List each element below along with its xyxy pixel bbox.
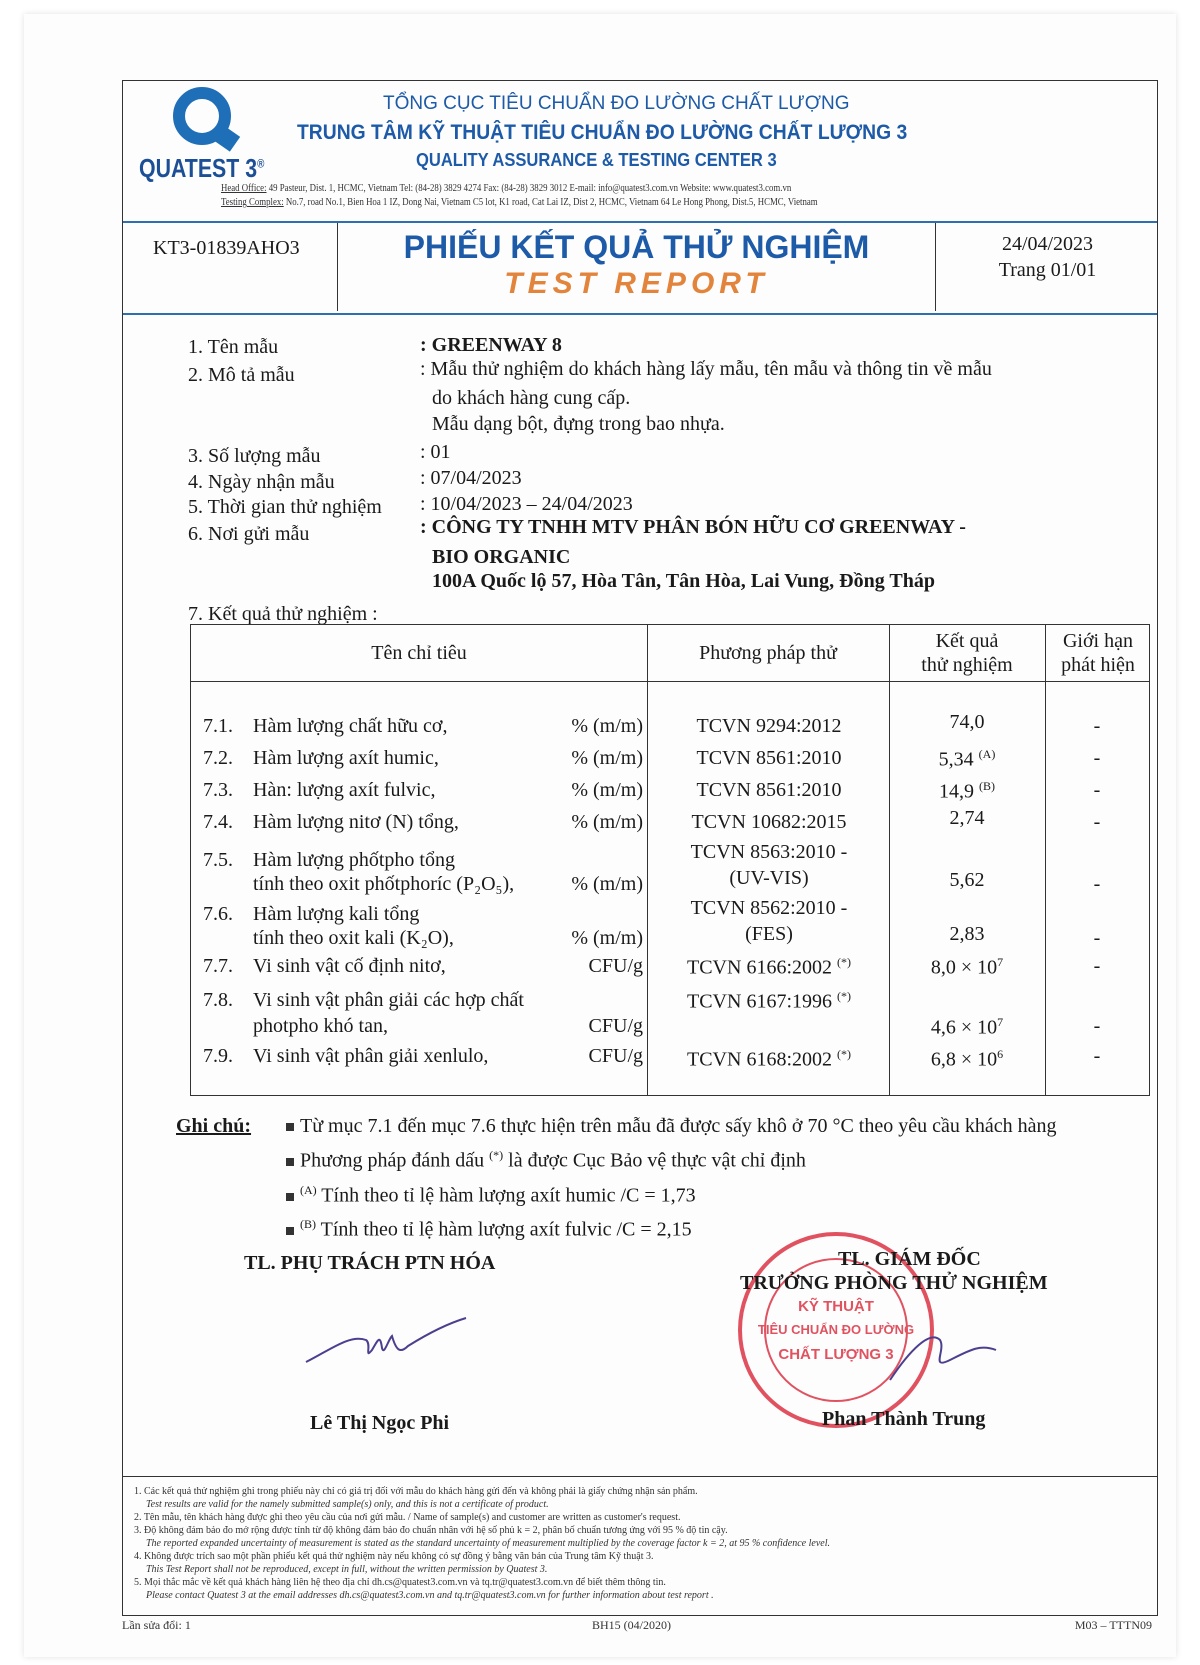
footer-note-5: 5. Mọi thắc mắc về kết quả khách hàng liên hệ theo địa chỉ dh.cs@quatest3.com.vn và tq.tr@quatest3.com.vn để biết thêm thông tin. <box>134 1577 666 1588</box>
row-result: 2,74 <box>949 807 985 829</box>
info-value-2b: do khách hàng cung cấp. <box>432 387 631 409</box>
revision-label: Lần sửa đổi: 1 <box>122 1618 191 1632</box>
row-method: TCVN 6167:1996 (*) <box>687 989 851 1013</box>
row-limit: - <box>1093 747 1101 769</box>
footer-note-1-en: Test results are valid for the namely submitted sample(s) only, and this is not a certificate of product. <box>146 1499 549 1510</box>
info-value-3: : 01 <box>420 441 451 463</box>
info-value-1: : GREENWAY 8 <box>420 334 562 356</box>
testing-complex-address: Testing Complex: No.7, road No.1, Bien Hoa 1 IZ, Dong Nai, Vietnam C5 lot, K1 road, Cat Lai IZ, Dist 2, HCMC, Vietnam 64 Le Hong Phong, Dist.5, HCMC, Vietnam <box>221 197 818 208</box>
row-name: Hàm lượng nitơ (N) tổng, <box>253 811 459 833</box>
footer-note-4: 4. Không được trích sao một phần phiếu kết quả thử nghiệm này nếu không có sự đồng ý bằng văn bản của Trung tâm Kỹ thuật 3. <box>134 1551 654 1562</box>
row-unit: CFU/g <box>588 1015 643 1037</box>
row-number: 7.2. <box>203 747 233 769</box>
row-name-line2: photpho khó tan, <box>253 1015 388 1037</box>
info-value-6b: BIO ORGANIC <box>432 546 571 568</box>
document-code: M03 – TTTN09 <box>1074 1618 1152 1632</box>
row-limit: - <box>1093 873 1101 895</box>
table-header-rule <box>191 681 1149 682</box>
info-label-6: 6. Nơi gửi mẫu <box>188 523 310 545</box>
row-method: TCVN 6166:2002 (*) <box>687 955 851 979</box>
row-name: Hàm lượng axít humic, <box>253 747 439 769</box>
row-result: $4,6 \times 10^7$ <box>930 1015 1004 1039</box>
left-signatory-name: Lê Thị Ngọc Phi <box>310 1412 450 1434</box>
info-value-6c: 100A Quốc lộ 57, Hòa Tân, Tân Hòa, Lai Vung, Đồng Tháp <box>432 570 935 592</box>
stamp-line-2: TIÊU CHUẨN ĐO LƯỜNG <box>757 1322 915 1337</box>
row-number: 7.4. <box>203 811 233 833</box>
row-name: Vi sinh vật phân giải các hợp chất <box>253 989 524 1011</box>
info-label-2: 2. Mô tả mẫu <box>188 364 295 386</box>
report-title-en: TEST REPORT <box>504 267 769 300</box>
col-header-limit-line2: phát hiện <box>1061 654 1135 676</box>
form-code: BH15 (04/2020) <box>592 1618 671 1632</box>
row-result: 5,34 $^{(A)}$ <box>938 747 996 771</box>
letterhead <box>123 81 1157 223</box>
footer-note-4-en: This Test Report shall not be reproduced, except in full, without the written permission by Quatest 3. <box>146 1564 548 1575</box>
left-signatory-title: TL. PHỤ TRÁCH PTN HÓA <box>244 1252 496 1274</box>
row-name: Hàm lượng kali tổng <box>253 903 420 925</box>
row-unit: % (m/m) <box>571 811 643 833</box>
row-method: TCVN 8563:2010 - <box>690 841 848 863</box>
report-code: KT3-01839AHO3 <box>153 237 300 259</box>
row-number: 7.5. <box>203 849 233 871</box>
row-result: 14,9 $^{(B)}$ <box>939 779 995 803</box>
notes-heading: Ghi chú: <box>176 1115 252 1137</box>
footer-note-3: 3. Độ không đảm bảo đo mở rộng được tính từ độ không đảm bảo đo chuẩn nhân với hệ số phủ k = 2, phân bố chuẩn tương ứng với 95 % độ tin cậy. <box>134 1525 728 1536</box>
row-number: 7.3. <box>203 779 233 801</box>
footer-note-3-en: The reported expanded uncertainty of measurement is stated as the standard uncertainty of measurement multiplied by the coverage factor k = 2, at 95 % confidence level. <box>146 1538 830 1549</box>
row-number: 7.7. <box>203 955 233 977</box>
row-method: TCVN 8561:2010 <box>696 747 842 769</box>
row-name: Hàm lượng chất hữu cơ, <box>253 715 448 737</box>
row-unit: % (m/m) <box>571 715 643 737</box>
row-method: TCVN 10682:2015 <box>691 811 847 833</box>
table-divider <box>647 625 648 1095</box>
col-header-result-line2: thử nghiệm <box>921 654 1013 676</box>
row-limit: - <box>1093 715 1101 737</box>
quatest-logo <box>135 87 285 197</box>
row-limit: - <box>1093 1015 1101 1037</box>
row-limit: - <box>1093 779 1101 801</box>
info-value-6a: : CÔNG TY TNHH MTV PHÂN BÓN HỮU CƠ GREENWAY - <box>420 516 966 538</box>
stamp-line-1: KỸ THUẬT <box>798 1298 874 1315</box>
report-code-cell <box>123 223 338 311</box>
row-result: 2,83 <box>949 923 985 945</box>
row-unit: % (m/m) <box>571 873 643 895</box>
report-title-cell <box>338 223 936 311</box>
info-label-4: 4. Ngày nhận mẫu <box>188 471 335 493</box>
row-limit: - <box>1093 1045 1101 1067</box>
row-method-line2: (UV-VIS) <box>729 867 809 889</box>
row-name: Hàm lượng phốtpho tổng <box>253 849 455 871</box>
info-value-2a: : Mẫu thử nghiệm do khách hàng lấy mẫu, tên mẫu và thông tin về mẫu <box>420 358 992 380</box>
row-number: 7.8. <box>203 989 233 1011</box>
row-name: Vi sinh vật phân giải xenlulo, <box>253 1045 489 1067</box>
row-result: 5,62 <box>949 869 985 891</box>
row-method: TCVN 6168:2002 (*) <box>687 1047 851 1071</box>
right-signatory-name: Phan Thành Trung <box>822 1408 986 1430</box>
col-header-result-line1: Kết quả <box>935 630 999 652</box>
row-limit: - <box>1093 927 1101 949</box>
bullet-icon <box>286 1123 294 1131</box>
bullet-icon <box>286 1227 294 1235</box>
note-item: Phương pháp đánh dấu (*) là được Cục Bảo vệ thực vật chỉ định <box>286 1141 1056 1176</box>
row-method-line2: (FES) <box>745 923 793 945</box>
row-method: TCVN 9294:2012 <box>696 715 842 737</box>
info-value-2c: Mẫu dạng bột, đựng trong bao nhựa. <box>432 413 725 435</box>
report-date-cell <box>936 223 1159 311</box>
logo-text: QUATEST 3® <box>139 153 265 183</box>
logo-ring-icon <box>173 87 231 145</box>
footer-note-2: 2. Tên mẫu, tên khách hàng được ghi theo yêu cầu của nơi gửi mẫu. / Name of sample(s) and customer are written as customer's request. <box>134 1512 681 1523</box>
info-label-7: 7. Kết quả thử nghiệm : <box>188 603 378 625</box>
row-name-line2: tính theo oxit phốtphoríc (P₂O₅), <box>253 873 515 895</box>
right-signatory-title-2: TRƯỞNG PHÒNG THỬ NGHIỆM <box>740 1272 1048 1294</box>
info-value-4: : 07/04/2023 <box>420 467 522 489</box>
row-unit: CFU/g <box>588 1045 643 1067</box>
row-method: TCVN 8562:2010 - <box>690 897 848 919</box>
row-result: 74,0 <box>949 711 985 733</box>
note-item: $^{(B)}$ Tính theo tỉ lệ hàm lượng axít fulvic /C = 2,15 <box>286 1210 1056 1245</box>
row-name: Vi sinh vật cố định nitơ, <box>253 955 446 977</box>
row-limit: - <box>1093 955 1101 977</box>
right-signature-icon <box>880 1320 1000 1390</box>
row-name-line2: tính theo oxit kali (K₂O), <box>253 927 454 949</box>
row-number: 7.1. <box>203 715 233 737</box>
footer-note-5-en: Please contact Quatest 3 at the email addresses dh.cs@quatest3.com.vn and tq.tr@quatest3.com.vn for further information about test report . <box>146 1590 714 1601</box>
results-table <box>190 624 1150 1096</box>
row-unit: % (m/m) <box>571 747 643 769</box>
report-page: Trang 01/01 <box>998 259 1097 281</box>
note-item: Từ mục 7.1 đến mục 7.6 thực hiện trên mẫu đã được sấy khô ở 70 °C theo yêu cầu khách hàng <box>286 1112 1056 1141</box>
col-header-method: Phương pháp thử <box>699 642 837 664</box>
row-result: $6,8 \times 10^6$ <box>930 1047 1004 1071</box>
bullet-icon <box>286 1158 294 1166</box>
row-name: Hàn: lượng axít fulvic, <box>253 779 436 801</box>
col-header-limit-line1: Giới hạn <box>1062 630 1133 652</box>
report-title-vn: PHIẾU KẾT QUẢ THỬ NGHIỆM <box>403 229 870 265</box>
org-line-1: TỔNG CỤC TIÊU CHUẨN ĐO LƯỜNG CHẤT LƯỢNG <box>383 93 850 114</box>
org-line-3: QUALITY ASSURANCE & TESTING CENTER 3 <box>416 150 777 170</box>
info-label-3: 3. Số lượng mẫu <box>188 445 321 467</box>
row-number: 7.9. <box>203 1045 233 1067</box>
col-header-name: Tên chỉ tiêu <box>371 642 467 664</box>
row-unit: % (m/m) <box>571 779 643 801</box>
org-line-2: TRUNG TÂM KỸ THUẬT TIÊU CHUẨN ĐO LƯỜNG CHẤT LƯỢNG 3 <box>297 121 908 144</box>
row-result: $8,0 \times 10^7$ <box>930 955 1004 979</box>
col-header-limit <box>1045 629 1151 677</box>
row-number: 7.6. <box>203 903 233 925</box>
col-header-result <box>889 629 1045 677</box>
stamp-line-3: CHẤT LƯỢNG 3 <box>778 1346 894 1363</box>
row-limit: - <box>1093 811 1101 833</box>
note-item: $^{(A)}$ Tính theo tỉ lệ hàm lượng axít humic /C = 1,73 <box>286 1176 1056 1211</box>
report-date: 24/04/2023 <box>1001 233 1094 255</box>
footer-disclaimer <box>122 1476 1158 1602</box>
notes-list <box>286 1112 1056 1245</box>
info-label-1: 1. Tên mẫu <box>188 336 279 358</box>
bullet-icon <box>286 1193 294 1201</box>
report-header-row <box>123 223 1157 315</box>
row-unit: CFU/g <box>588 955 643 977</box>
info-label-5: 5. Thời gian thử nghiệm <box>188 496 382 518</box>
right-signatory-title-1: TL. GIÁM ĐỐC <box>838 1248 981 1270</box>
footer-note-1: 1. Các kết quả thử nghiệm ghi trong phiếu này chỉ có giá trị đối với mẫu do khách hàng gửi đến và không phải là giấy chứng nhận sản phẩm. <box>134 1486 698 1497</box>
info-value-5: : 10/04/2023 – 24/04/2023 <box>420 493 633 515</box>
row-unit: % (m/m) <box>571 927 643 949</box>
row-method: TCVN 8561:2010 <box>696 779 842 801</box>
head-office-address: Head Office: 49 Pasteur, Dist. 1, HCMC, Vietnam Tel: (84-28) 3829 4274 Fax: (84-28) 3829 3012 E-mail: info@quatest3.com.vn Website: www.quatest3.com.vn <box>221 183 792 194</box>
left-signature-icon <box>300 1310 470 1370</box>
